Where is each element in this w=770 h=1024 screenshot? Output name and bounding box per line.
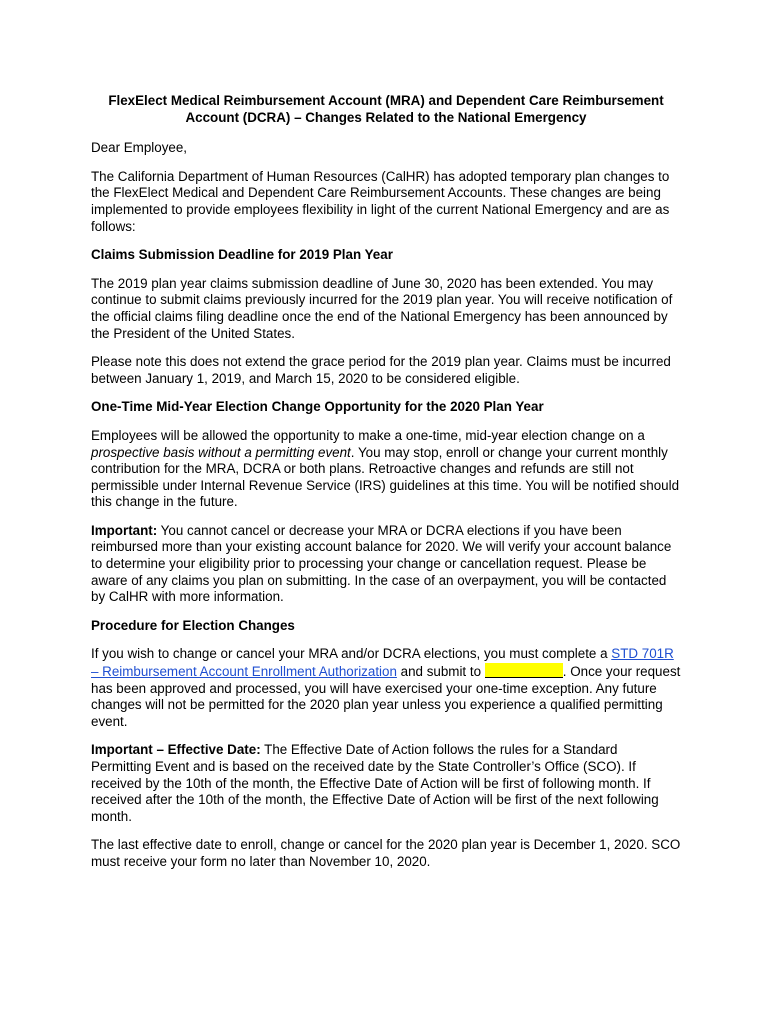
document-page (91, 93, 681, 883)
claims-paragraph-2: Please note this does not extend the grace period for the 2019 plan year. Claims must be incurred between January 1, 2019, and March 15, 2020 to be considered eligible. (91, 354, 671, 386)
effective-date-text: The Effective Date of Action follows the rules for a Standard Permitting Event and is based on the received date by the State Controller’s Office (SCO). If received by the 10th of the month, the Effective Date of Action will be first of following month. If received after the 10th of the month, the Effective Date of Action will be first of the next following month. (91, 742, 659, 824)
procedure-heading: Procedure for Election Changes (91, 617, 295, 633)
effective-date-paragraph (91, 742, 681, 825)
procedure-text-mid: and submit to (396, 664, 485, 680)
std-701r-form-link[interactable]: STD 701R – Reimbursement Account Enrollment Authorization (91, 646, 674, 680)
important-paragraph (91, 523, 681, 606)
procedure-text-start: If you wish to change or cancel your MRA and/or DCRA elections, you must complete a (91, 646, 612, 662)
election-heading: One-Time Mid-Year Election Change Opportunity for the 2020 Plan Year (91, 399, 544, 415)
election-text-end: . You may stop, enroll or change your current monthly contribution for the MRA, DCRA or both plans. Retroactive changes and refunds are still not permissible under Internal Revenue Service (IRS) guidelines at this time. You will be notified should this change in the future. (91, 444, 680, 510)
last-effective-date-paragraph: The last effective date to enroll, change or cancel for the 2020 plan year is December 1, 2020. SCO must receive your form no later than November 10, 2020. (91, 837, 681, 869)
important-text: You cannot cancel or decrease your MRA or DCRA elections if you have been reimbursed more than your existing account balance for 2020. We will verify your account balance to determine your eligibility prior to processing your change or cancellation request. Please be aware of any claims you plan on submitting. In the case of an overpayment, you will be contacted by CalHR with more information. (91, 522, 672, 605)
salutation: Dear Employee, (91, 140, 188, 156)
procedure-text-end: . Once your request has been approved and processed, you will have exercised your one-time exception. Any future changes will not be permitted for the 2020 plan year unless you experience a qualified permitting event. (91, 664, 681, 729)
procedure-paragraph (91, 646, 681, 730)
claims-paragraph-1: The 2019 plan year claims submission deadline of June 30, 2020 has been extended. You may continue to submit claims previously incurred for the 2019 plan year. You will receive notification of the official claims filing deadline once the end of the National Emergency has been announced by the President of the United States. (91, 275, 673, 341)
intro-paragraph: The California Department of Human Resources (CalHR) has adopted temporary plan changes to the FlexElect Medical and Dependent Care Reimbursement Accounts. These changes are being implemented to provide employees flexibility in light of the current National Emergency and are as follows: (91, 168, 670, 234)
effective-date-label: Important – Effective Date: (91, 742, 261, 758)
election-paragraph (91, 428, 681, 511)
highlighted-blank-field (485, 663, 563, 678)
election-italic-text: prospective basis without a permitting event (91, 444, 351, 460)
claims-heading: Claims Submission Deadline for 2019 Plan Year (91, 247, 393, 263)
election-text-start: Employees will be allowed the opportunity to make a one-time, mid-year election change on a (91, 427, 645, 443)
important-label: Important: (91, 522, 158, 538)
document-title: FlexElect Medical Reimbursement Account (MRA) and Dependent Care Reimbursement Account (DCRA) – Changes Related to the National Emergency (108, 93, 664, 125)
